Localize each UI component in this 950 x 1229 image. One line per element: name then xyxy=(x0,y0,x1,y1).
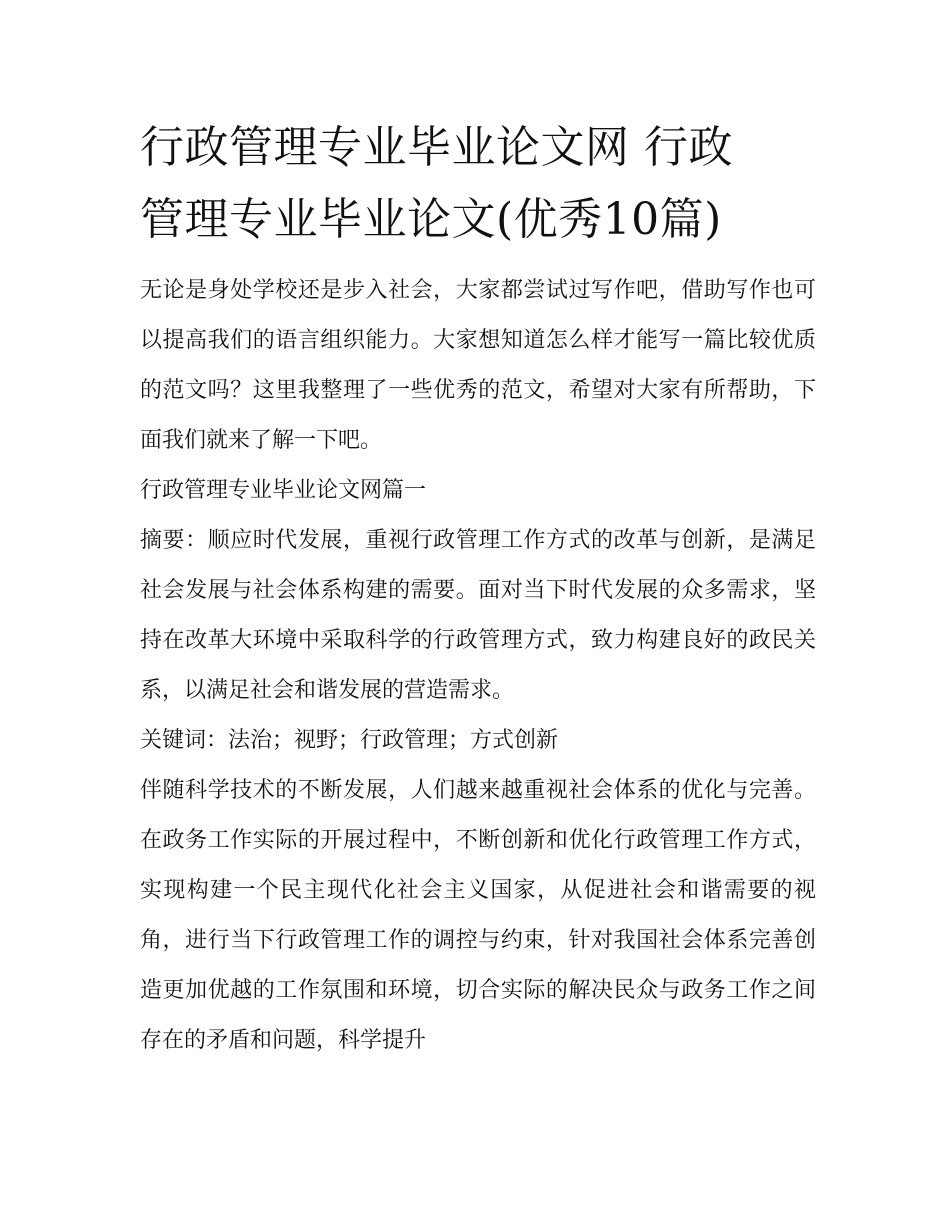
keywords-paragraph: 关键词：法治；视野；行政管理；方式创新 xyxy=(140,728,559,753)
document-title xyxy=(140,112,816,256)
section-heading: 行政管理专业毕业论文网篇一 xyxy=(140,478,427,503)
body-paragraph: 伴随科学技术的不断发展，人们越来越重视社会体系的优化与完善。在政务工作实际的开展过程中，不断创新和优化行政管理工作方式，实现构建一个民主现代化社会主义国家，从促进社会和谐需要的视角，进行当下行政管理工作的调控与约束，针对我国社会体系完善创造更加优越的工作氛围和环境，切合实际的解决民众与政务工作之间存在的矛盾和问题，科学提升 xyxy=(140,778,816,1053)
title-line-2: 管理专业毕业论文(优秀10篇) xyxy=(140,194,722,245)
document-content xyxy=(140,112,816,1066)
intro-paragraph: 无论是身处学校还是步入社会，大家都尝试过写作吧，借助写作也可以提高我们的语言组织能力。大家想知道怎么样才能写一篇比较优质的范文吗？这里我整理了一些优秀的范文，希望对大家有所帮助，下面我们就来了解一下吧。 xyxy=(140,278,816,453)
title-line-1: 行政管理专业毕业论文网 行政 xyxy=(140,122,733,173)
abstract-paragraph: 摘要：顺应时代发展，重视行政管理工作方式的改革与创新，是满足社会发展与社会体系构建的需要。面对当下时代发展的众多需求，坚持在改革大环境中采取科学的行政管理方式，致力构建良好的政民关系，以满足社会和谐发展的营造需求。 xyxy=(140,528,816,703)
